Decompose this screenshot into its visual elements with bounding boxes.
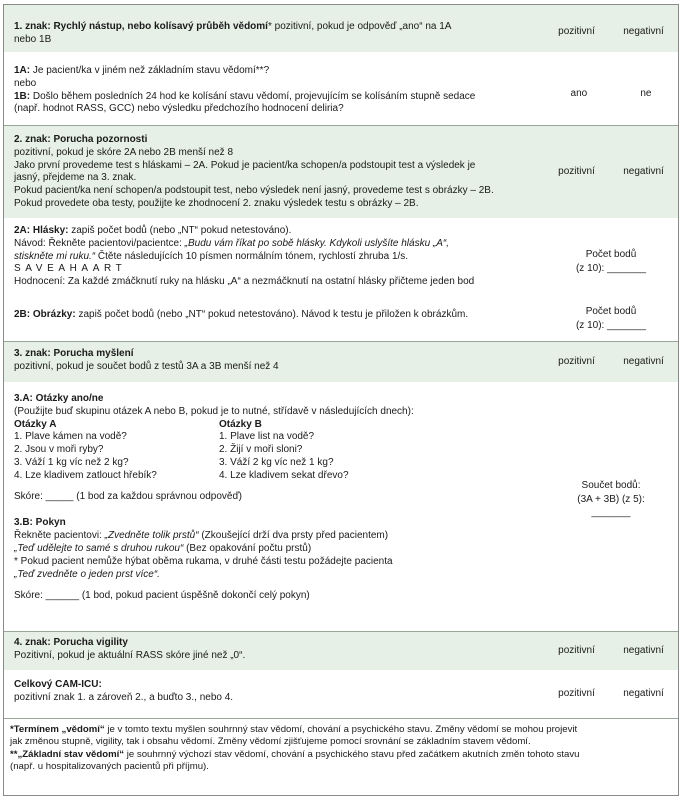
test2b-title: 2B: Obrázky:	[14, 309, 76, 320]
test3b-norepeat: (Bez opakování počtu prstů)	[183, 542, 312, 554]
test2a-row	[4, 219, 678, 297]
feature1-negative: negativní	[623, 26, 664, 38]
test3b-title: 3.B: Pokyn	[14, 517, 66, 529]
feature2-title: 2. znak: Porucha pozornosti	[14, 134, 148, 145]
test2a-text: zapiš počet bodů (nebo „NT“ pokud netestováno).	[68, 225, 292, 236]
feature3-positive: pozitivní	[558, 355, 595, 367]
overall-negative: negativní	[623, 688, 664, 700]
test3b-note: * Pokud pacient nemůže hýbat oběma rukama, v druhé části testu požádejte pacienta	[14, 555, 393, 567]
footnote1-text: je v tomto textu myšlen souhrnný stav vědomí, chování a psychického stavu. Změny vědomí se mohou projevit	[104, 724, 578, 735]
feature1ab-row	[4, 53, 678, 125]
test2b-row	[4, 297, 678, 341]
question-a-2: 2. Jsou v moři ryby?	[14, 444, 104, 456]
overall-positive: pozitivní	[558, 688, 595, 700]
question-b-1: 1. Plave list na vodě?	[219, 431, 315, 443]
test3a-title: 3.A: Otázky ano/ne	[14, 393, 104, 404]
feature3-title: 3. znak: Porucha myšlení	[14, 348, 134, 359]
question-set-b	[219, 419, 424, 483]
feature4-title: 4. znak: Porucha vigility	[14, 637, 128, 648]
test3ab-row	[4, 383, 678, 631]
overall-row	[4, 671, 678, 719]
test2b-score-field: (z 10): _______	[575, 319, 647, 331]
feature2-rule: pozitivní, pokud je skóre 2A nebo 2B menší než 8	[14, 146, 234, 158]
test3b-quote-1: „Zvedněte tolik prstů“	[104, 530, 199, 542]
feature4-row	[4, 631, 678, 671]
test2a-score-field: (z 10): _______	[575, 262, 647, 274]
q1a-text: Je pacient/ka v jiném než základním stavu vědomí**?	[30, 65, 270, 76]
footnote1-cont: jak změnou stupně, vigility, tak i obsahu vědomí. Změny vědomí zjišťujeme pomocí srovnání se základním stavem vědomí.	[10, 736, 531, 748]
feature4-positive: pozitivní	[558, 644, 595, 656]
feature3-row	[4, 341, 678, 383]
question-set-a-head: Otázky A	[14, 418, 57, 430]
feature4-rule: Pozitivní, pokud je aktuální RASS skóre jiné než „0“.	[14, 649, 246, 661]
feature1-rule: * pozitivní, pokud je odpověď „ano“ na 1A	[267, 21, 452, 32]
footnote2-term: „Základní stav vědomí“	[17, 748, 125, 760]
feature2-instr-4: Pokud provedete oba testy, použijte ke zhodnocení 2. znaku výsledek testu s obrázky – 2B.	[14, 197, 419, 209]
test3b-say: Řekněte pacientovi:	[14, 530, 105, 542]
test3b-quote-2: „Teď udělejte to samé s druhou rukou“	[14, 542, 184, 554]
test2a-quote-1: „Budu vám říkat po sobě hlásky. Kdykoli uslyšíte hlásku „A“,	[184, 237, 450, 249]
feature2-instr-1: Jako první provedeme test s hláskami – 2A. Pokud je pacient/ka schopen/a podstoupit test a výsledek je	[14, 159, 476, 171]
question-b-4: 4. Lze kladivem sekat dřevo?	[219, 469, 349, 481]
feature1-rule-cont: nebo 1B	[14, 33, 52, 45]
test2b-score-label: Počet bodů	[585, 306, 637, 317]
question-a-4: 4. Lze kladivem zatlouct hřebík?	[14, 469, 157, 481]
test3b-hold: (Zkoušející drží dva prsty před pacientem)	[198, 530, 389, 542]
footnote1-mark: *	[10, 724, 14, 735]
test2a-letters: SAVEAHAART	[14, 263, 127, 275]
test3a-score: Skóre: _____ (1 bod za každou správnou odpověď)	[14, 490, 242, 502]
question-b-3: 3. Váží 2 kg víc než 1 kg?	[219, 456, 334, 468]
test3a-note: (Použijte buď skupinu otázek A nebo B, pokud je to nutné, střídavě v následujících dnech):	[14, 405, 414, 417]
test2a-read: Čtěte následujících 10 písmen normálním tónem, rychlostí zhruba 1/s.	[95, 250, 409, 262]
test2a-title: 2A: Hlásky:	[14, 225, 69, 236]
feature1-row	[4, 5, 678, 53]
test3-sum-range: (3A + 3B) (z 5):	[577, 493, 645, 505]
question-a-1: 1. Plave kámen na vodě?	[14, 431, 127, 443]
overall-rule: pozitivní znak 1. a zároveň 2., a buďto 3., nebo 4.	[14, 691, 234, 703]
test3-sum-field: _______	[591, 507, 631, 519]
feature3-rule: pozitivní, pokud je součet bodů z testů 3A a 3B menší než 4	[14, 360, 279, 372]
footnote2-text: je souhrnný výchozí stav vědomí, chování a psychického stavu před začátkem akutních změn tohoto stavu	[124, 748, 580, 760]
feature3-negative: negativní	[623, 355, 664, 367]
footnote1-term: Termínem „vědomí“	[13, 724, 105, 735]
test3b-score: Skóre: ______ (1 bod, pokud pacient úspěšně dokončí celý pokyn)	[14, 590, 310, 602]
feature4-negative: negativní	[623, 644, 664, 656]
overall-title: Celkový CAM-ICU:	[14, 679, 102, 690]
q1-or: nebo	[14, 77, 37, 89]
question-set-b-head: Otázky B	[219, 418, 262, 430]
test2a-score-label: Počet bodů	[585, 249, 637, 260]
q1b-label: 1B:	[14, 90, 31, 102]
feature2-instr-3: Pokud pacient/ka není schopen/a podstoupit test, nebo výsledek není jasný, provedeme test s obrázky – 2B.	[14, 185, 494, 197]
test2a-navod: Návod: Řekněte pacientovi/pacientce:	[14, 237, 185, 249]
cam-icu-form	[3, 4, 679, 796]
question-set-a	[14, 419, 219, 483]
feature1-no: ne	[640, 88, 652, 100]
feature2-instr-2: jasný, přejdeme na 3. znak.	[14, 172, 137, 184]
test3-sum-label: Součet bodů:	[581, 480, 641, 492]
q1a-label: 1A:	[14, 65, 31, 76]
q1b-text-cont: (např. hodnot RASS, GCC) nebo výsledku předchozího hodnocení deliria?	[14, 103, 344, 115]
footnote2-cont: (např. u hospitalizovaných pacientů při příjmu).	[10, 761, 209, 773]
feature2-row	[4, 125, 678, 219]
feature2-negative: negativní	[623, 165, 664, 177]
footnote2-mark: **	[10, 748, 18, 760]
question-sets	[14, 419, 536, 483]
question-b-2: 2. Žijí v moři sloni?	[219, 444, 303, 456]
feature1-yes: ano	[570, 88, 588, 100]
question-a-3: 3. Váží 1 kg víc než 2 kg?	[14, 456, 129, 468]
feature1-title: 1. znak: Rychlý nástup, nebo kolísavý průběh vědomí	[14, 21, 268, 32]
test2a-quote-2: stiskněte mi ruku.“	[14, 250, 96, 262]
feature1-positive: pozitivní	[558, 26, 595, 38]
footnotes	[4, 719, 678, 774]
q1b-text: Došlo během posledních 24 hod ke kolísání stavu vědomí, projevujícím se kolísáním stupně sedace	[30, 90, 476, 102]
test2a-scoring: Hodnocení: Za každé zmáčknutí ruky na hlásku „A“ a nezmáčknutí na ostatní hlásky přičteme jeden bod	[14, 276, 475, 288]
test3b-quote-3: „Teď zvedněte o jeden prst více“.	[14, 568, 160, 580]
test2b-text: zapiš počet bodů (nebo „NT“ pokud netestováno). Návod k testu je přiložen k obrázkům.	[75, 309, 469, 320]
feature2-positive: pozitivní	[558, 165, 595, 177]
